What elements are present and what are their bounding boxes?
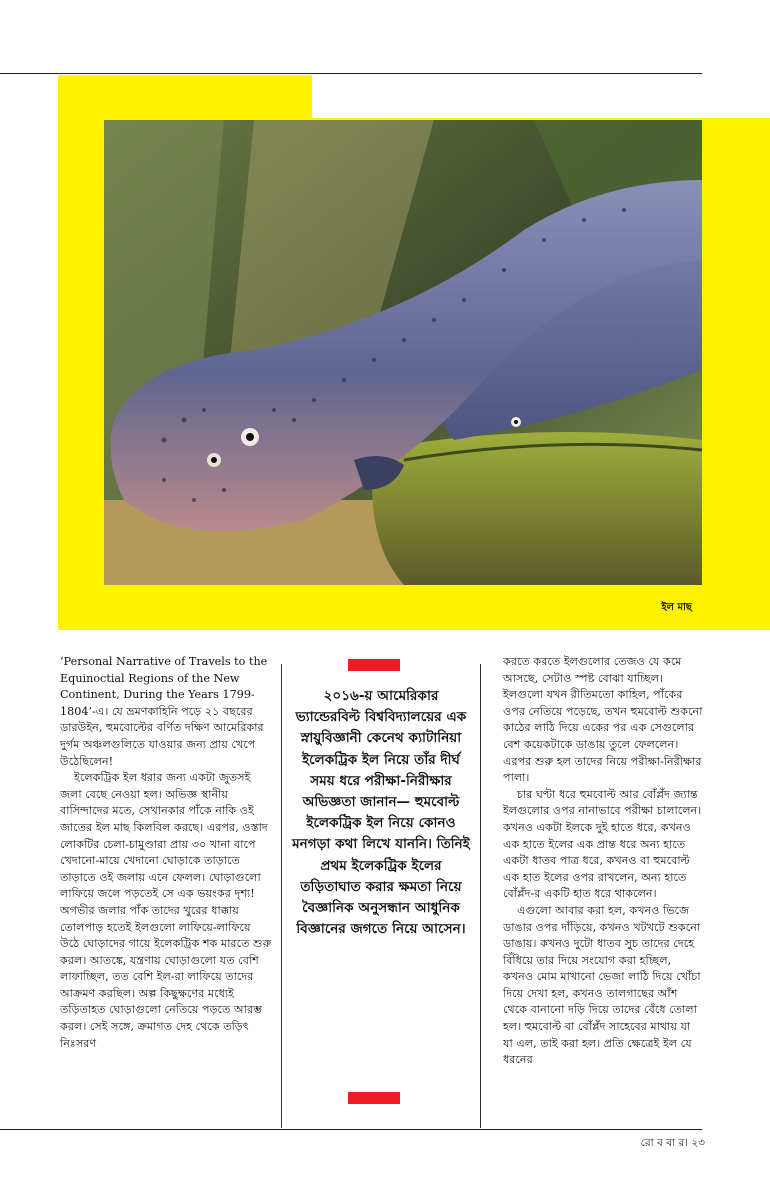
pull-quote: ২০১৬-য় আমেরিকার ভ্যান্ডেরবিল্ট বিশ্ববিদ্যালয়ের এক স্নায়ুবিজ্ঞানী কেনেথ ক্যাটানিয়া ইলেকট্রিক ইল নিয়ে তাঁর দীর্ঘ সময় ধরে পরীক্ষা-নিরীক্ষার অভিজ্ঞতা জানান— হুমবোল্ট ইলেকট্রিক ইল নিয়ে কোনও মনগড়া কথা লিখে যাননি। তিনিই প্রথম ইলেকট্রিক ইলের তড়িতাঘাত করার ক্ষমতা নিয়ে বৈজ্ঞানিক অনুসন্ধান আধুনিক বিজ্ঞানের জগতে নিয়ে আসেন। xyxy=(292,688,470,938)
left-column xyxy=(60,654,272,1052)
paragraph: এগুলো আবার করা হল, কখনও ভিজে ডাঙার ওপর দাঁড়িয়ে, কখনও খটখটে শুকনো ডাঙায়। কখনও দুটো ধাতব সুচ তাদের দেহে বিঁধিয়ে তার দিয়ে সংযোগ করা হচ্ছিল, কখনও মোম মাখানো ভেজা লাঠি দিয়ে খোঁচা দিয়ে দেখা হল, কখনও তালগাছের আঁশ থেকে বানানো দড়ি দিয়ে তাদের বেঁধে তোলা হল। হুমবোল্ট বা বোঁপ্লঁদ সাহেবের মাথায় যা যা এল, তাই করা হল। প্রতি ক্ষেত্রেই ইল যে ধরনের xyxy=(503,903,701,1067)
pull-quote-top-bar xyxy=(348,659,400,671)
electric-eel-photo xyxy=(104,120,702,585)
paragraph: ‘Personal Narrative of Travels to the Equinoctial Regions of the New Continent, During the Years 1799-1804’-এ। যে ভ্রমণকাহিনি পড়ে ২১ বছরের ডারউইন, হুমবোল্টের বর্ণিত দক্ষিণ আমেরিকার দুর্গম অঞ্চলগুলিতে যাওয়ার জন্য প্রায় খেপে উঠেছিলেন! xyxy=(60,655,268,768)
paragraph: চার ঘণ্টা ধরে হুমবোল্ট আর বোঁপ্লঁদ জ্যান্ত ইলগুলোর ওপর নানাভাবে পরীক্ষা চালালেন। কখনও একটা ইলকে দুই হাতে ধরে, কখনও এক হাতে ইলের এক প্রান্ত ধরে অন্য হাতে একটা ধাতব পাত্র ধরে, কখনও বা হুমবোল্ট এক হাত ইলের ওপর রাখলেন, অন্য হাতে বোঁপ্লঁদ-র একটি হাত ধরে থাকলেন। xyxy=(503,787,702,901)
bottom-rule xyxy=(0,1129,702,1130)
photo-caption: ইল মাছ xyxy=(661,602,692,613)
paragraph: করতে করতে ইলগুলোর তেজও যে কমে আসছে, সেটাও স্পষ্ট বোঝা যাচ্ছিল। ইলগুলো যখন রীতিমতো কাহিল, পাঁকের ওপর নেতিয়ে পড়েছে, তখন হুমবোল্ট শুকনো কাঠের লাঠি দিয়ে একের পর এক সেগুলোর বেশ কয়েকটাকে ডাঙায় তুলে ফেললেন। এরপর শুরু হল তাদের নিয়ে পরীক্ষা-নিরীক্ষার পালা। xyxy=(503,655,703,785)
page-folio: রো ব বা র। ২৩ xyxy=(640,1137,705,1149)
column-divider xyxy=(281,664,282,1128)
top-rule xyxy=(0,73,702,74)
column-divider xyxy=(480,664,481,1128)
paragraph: ইলেকট্রিক ইল ধরার জন্য একটা জুতসই জলা বেছে নেওয়া হল। অভিজ্ঞ স্থানীয় বাসিন্দাদের মতে, সেখানকার পাঁকে নাকি ওই জাতের ইল মাছ কিলবিল করছে। এরপর, ওস্তাদ লোকটির চেলা-চামুণ্ডারা প্রায় ৩০ খানা বাপে খেদানো-মায়ে খেদানো ঘোড়াকে তাড়াতে তাড়াতে ওই জলায় এনে ফেলল। ঘোড়াগুলো লাফিয়ে জলে পড়তেই সে এক ভয়ংকর দৃশ্য! অগভীর জলার পাঁক তাদের খুরের ধাক্কায় তোলপাড় হতেই ইলগুলো লাফিয়ে-লাফিয়ে উঠে ঘোড়াদের গায়ে ইলেকট্রিক শক মারতে শুরু করল। আতঙ্কে, যন্ত্রণায় ঘোড়াগুলো যত বেশি লাফাচ্ছিল, তত বেশি ইল-রা লাফিয়ে তাদের আক্রমণ করছিল। অল্প কিছুক্ষণের মধ্যেই তড়িতাহত ঘোড়াগুলো নেতিয়ে পড়তে আরম্ভ করল। সেই সঙ্গে, ক্রমাগত দেহ থেকে তড়িৎ নিঃসরণ xyxy=(60,771,272,1050)
pull-quote-bottom-bar xyxy=(348,1092,400,1104)
yellow-header-block xyxy=(58,75,312,120)
right-column xyxy=(503,654,703,1069)
